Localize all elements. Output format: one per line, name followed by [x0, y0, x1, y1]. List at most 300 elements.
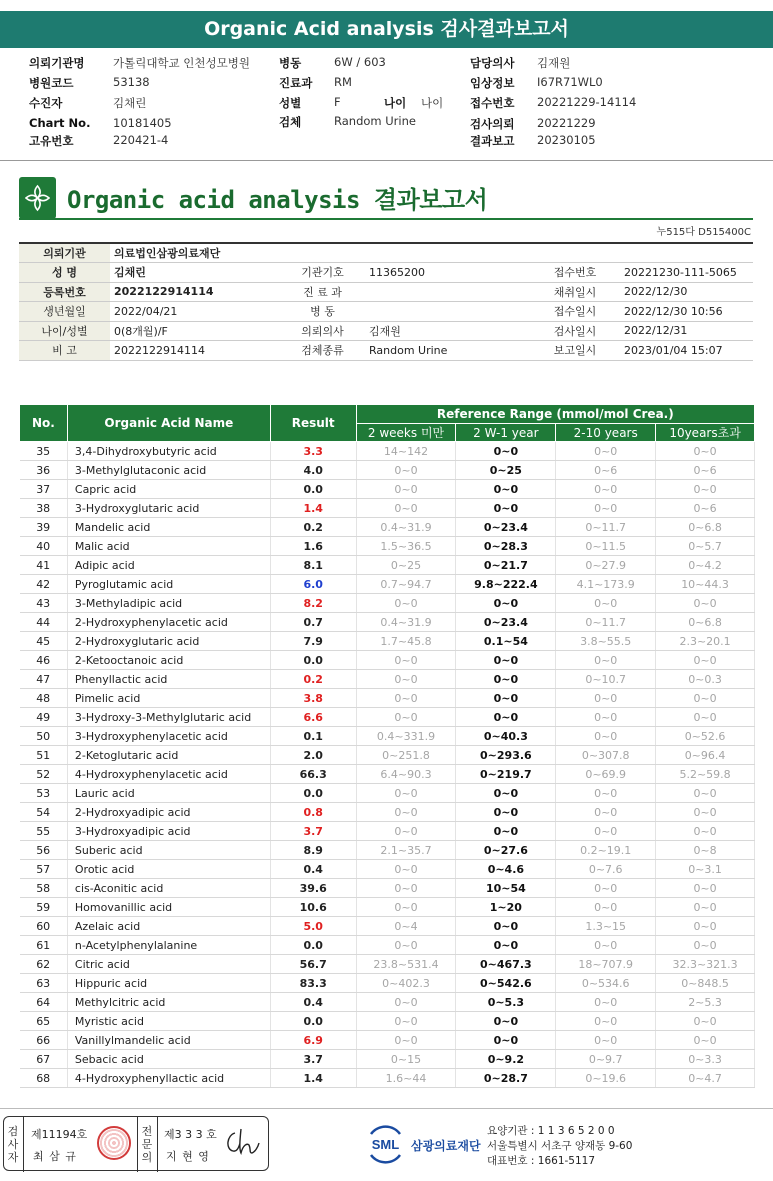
dept-label: 진 료 과	[280, 282, 365, 302]
table-row	[20, 936, 755, 955]
info-row	[19, 321, 753, 341]
acid-name: Adipic acid	[67, 556, 270, 575]
result-value: 8.9	[270, 841, 356, 860]
header-divider	[0, 160, 773, 161]
report-date-value: 20230105	[537, 133, 596, 147]
ref-over-10y: 0~0	[656, 936, 755, 955]
ref-2-10y: 0~0	[556, 993, 656, 1012]
patient-name-value: 김채린	[113, 96, 147, 110]
acid-name: Suberic acid	[67, 841, 270, 860]
table-row	[20, 822, 755, 841]
ref-under-2w: 0~25	[356, 556, 456, 575]
result-value: 3.8	[270, 689, 356, 708]
acid-name: Myristic acid	[67, 1012, 270, 1031]
ref-over-10y: 2~5.3	[656, 993, 755, 1012]
ref-under-2w: 0~4	[356, 917, 456, 936]
ref-2w-1y: 0~0	[456, 784, 556, 803]
ref-under-2w: 0.4~331.9	[356, 727, 456, 746]
ref-under-2w: 0~0	[356, 993, 456, 1012]
acid-name: n-Acetylphenylalanine	[67, 936, 270, 955]
report-date-label: 결과보고	[470, 134, 515, 148]
institution-value: 의료법인삼광의료재단	[110, 243, 753, 263]
birth-date-label: 생년월일	[19, 302, 110, 322]
collection-date-value: 2022/12/30	[620, 282, 753, 302]
footer-divider	[0, 1108, 773, 1109]
ref-over-10y: 0~0	[656, 917, 755, 936]
name-label: 성 명	[19, 263, 110, 283]
acid-name: 2-Ketooctanoic acid	[67, 651, 270, 670]
acid-name: Citric acid	[67, 955, 270, 974]
ref-over-10y: 0~5.7	[656, 537, 755, 556]
ref-under-2w: 0~0	[356, 499, 456, 518]
ordering-doctor-label: 의뢰의사	[280, 321, 365, 341]
acid-name: Orotic acid	[67, 860, 270, 879]
table-row	[20, 708, 755, 727]
table-row	[20, 632, 755, 651]
table-row	[20, 689, 755, 708]
ref-2-10y: 0~0	[556, 594, 656, 613]
ref-over-10y: 32.3~321.3	[656, 955, 755, 974]
row-number: 55	[20, 822, 68, 841]
ref-under-2w: 0~0	[356, 480, 456, 499]
acid-name: cis-Aconitic acid	[67, 879, 270, 898]
result-value: 0.4	[270, 993, 356, 1012]
acid-name: Lauric acid	[67, 784, 270, 803]
ref-over-10y: 0~3.1	[656, 860, 755, 879]
ref-over-10y: 5.2~59.8	[656, 765, 755, 784]
table-row	[20, 803, 755, 822]
result-value: 6.0	[270, 575, 356, 594]
signature-icon	[225, 1127, 261, 1159]
receipt-no-value: 20221229-14114	[537, 95, 637, 109]
result-value: 0.0	[270, 1012, 356, 1031]
ref-over-10y: 0~0	[656, 822, 755, 841]
report-code: 누515다 D515400C	[656, 227, 751, 238]
row-number: 60	[20, 917, 68, 936]
ref-col-header: 10years초과	[656, 424, 755, 442]
row-number: 47	[20, 670, 68, 689]
row-number: 62	[20, 955, 68, 974]
birth-date-value: 2022/04/21	[110, 302, 280, 322]
row-number: 44	[20, 613, 68, 632]
ref-under-2w: 0~0	[356, 784, 456, 803]
patient-name-label: 수진자	[29, 96, 63, 110]
lab-logo-icon	[19, 177, 56, 219]
ref-under-2w: 0~0	[356, 822, 456, 841]
ref-2-10y: 1.3~15	[556, 917, 656, 936]
ref-over-10y: 0~6	[656, 499, 755, 518]
row-number: 48	[20, 689, 68, 708]
acid-name: 3-Methyladipic acid	[67, 594, 270, 613]
result-value: 0.0	[270, 936, 356, 955]
result-value: 1.6	[270, 537, 356, 556]
ref-over-10y: 0~0	[656, 480, 755, 499]
result-value: 3.7	[270, 822, 356, 841]
sml-logo-icon	[365, 1124, 406, 1165]
result-value: 7.9	[270, 632, 356, 651]
ref-2w-1y: 0~0	[456, 822, 556, 841]
ref-2-10y: 0~11.5	[556, 537, 656, 556]
examiner-license: 제11194호	[31, 1128, 88, 1141]
row-number: 66	[20, 1031, 68, 1050]
result-value: 0.1	[270, 727, 356, 746]
acid-name: 3-Hydroxyglutaric acid	[67, 499, 270, 518]
table-row	[20, 727, 755, 746]
ref-over-10y: 0~6.8	[656, 613, 755, 632]
collection-date-label: 채취일시	[530, 282, 620, 302]
row-number: 52	[20, 765, 68, 784]
ref-over-10y: 0~0	[656, 879, 755, 898]
table-row	[20, 860, 755, 879]
row-number: 45	[20, 632, 68, 651]
ref-2-10y: 0~0	[556, 879, 656, 898]
requesting-institution-label: 의뢰기관명	[29, 56, 85, 70]
ref-under-2w: 0~0	[356, 803, 456, 822]
reg-no-value: 2022122914114	[110, 282, 280, 302]
ref-2w-1y: 10~54	[456, 879, 556, 898]
ref-over-10y: 0~3.3	[656, 1050, 755, 1069]
ref-under-2w: 0~0	[356, 651, 456, 670]
hospital-code-value: 53138	[113, 75, 150, 89]
acid-name: 2-Hydroxyphenylacetic acid	[67, 613, 270, 632]
acid-name: 3-Hydroxyadipic acid	[67, 822, 270, 841]
test-date-value: 2022/12/31	[620, 321, 753, 341]
ref-2-10y: 0~0	[556, 689, 656, 708]
org-code-label: 기관기호	[280, 263, 365, 283]
receipt-no-label: 접수번호	[530, 263, 620, 283]
ward-value: 6W / 603	[334, 55, 386, 69]
acid-name: 2-Hydroxyglutaric acid	[67, 632, 270, 651]
acid-name: Hippuric acid	[67, 974, 270, 993]
ref-2w-1y: 0~5.3	[456, 993, 556, 1012]
acid-name: 2-Ketoglutaric acid	[67, 746, 270, 765]
table-row	[20, 442, 755, 461]
ref-2w-1y: 0~293.6	[456, 746, 556, 765]
specimen-label: 검체	[279, 115, 302, 129]
ref-2-10y: 0~19.6	[556, 1069, 656, 1088]
examiner-label: 검사자	[7, 1125, 19, 1164]
signature-box	[3, 1116, 269, 1171]
ward-label: 병 동	[280, 302, 365, 322]
row-number: 50	[20, 727, 68, 746]
col-reference-header: Reference Range (mmol/mol Crea.)	[356, 405, 754, 424]
ref-2-10y: 0~0	[556, 708, 656, 727]
ref-over-10y: 0~0.3	[656, 670, 755, 689]
ref-2-10y: 0~7.6	[556, 860, 656, 879]
ref-under-2w: 0~0	[356, 1031, 456, 1050]
ref-col-header: 2 weeks 미만	[356, 424, 456, 442]
ref-2-10y: 0~0	[556, 1031, 656, 1050]
ref-col-header: 2 W-1 year	[456, 424, 556, 442]
row-number: 54	[20, 803, 68, 822]
sex-label: 성별	[279, 96, 302, 110]
age-value: 나이	[421, 96, 444, 110]
results-table	[19, 404, 755, 1088]
acid-name: Malic acid	[67, 537, 270, 556]
ref-2-10y: 0~11.7	[556, 613, 656, 632]
ref-2w-1y: 0~467.3	[456, 955, 556, 974]
specialist-name: 지 현 영	[166, 1150, 210, 1163]
row-number: 37	[20, 480, 68, 499]
institution-label: 의뢰기관	[19, 243, 110, 263]
row-number: 67	[20, 1050, 68, 1069]
ref-2-10y: 3.8~55.5	[556, 632, 656, 651]
table-row	[20, 651, 755, 670]
table-row	[20, 974, 755, 993]
ref-2w-1y: 0~542.6	[456, 974, 556, 993]
ref-under-2w: 0~0	[356, 879, 456, 898]
ref-2w-1y: 0~0	[456, 936, 556, 955]
report-title: Organic acid analysis 결과보고서	[67, 186, 488, 214]
table-row	[20, 1069, 755, 1088]
request-date-value: 20221229	[537, 116, 596, 130]
result-value: 8.1	[270, 556, 356, 575]
result-value: 1.4	[270, 499, 356, 518]
remarks-label: 비 고	[19, 341, 110, 361]
row-number: 46	[20, 651, 68, 670]
table-row	[20, 480, 755, 499]
doctor-value: 김재원	[537, 56, 571, 70]
address-line: 서울특별시 서초구 양재동 9-60	[487, 1140, 633, 1152]
ref-over-10y: 0~8	[656, 841, 755, 860]
seal-stamp-icon	[97, 1126, 131, 1160]
acid-name: Pimelic acid	[67, 689, 270, 708]
row-number: 58	[20, 879, 68, 898]
row-number: 42	[20, 575, 68, 594]
ref-over-10y: 0~0	[656, 784, 755, 803]
row-number: 41	[20, 556, 68, 575]
result-value: 0.0	[270, 651, 356, 670]
row-number: 57	[20, 860, 68, 879]
specimen-type-value: Random Urine	[365, 341, 530, 361]
row-number: 39	[20, 518, 68, 537]
table-row	[20, 993, 755, 1012]
row-number: 59	[20, 898, 68, 917]
table-row	[20, 765, 755, 784]
info-row	[19, 302, 753, 322]
received-date-label: 접수일시	[530, 302, 620, 322]
info-row	[19, 341, 753, 361]
ref-2-10y: 0.2~19.1	[556, 841, 656, 860]
name-value: 김채린	[110, 263, 280, 283]
ref-2w-1y: 0~0	[456, 803, 556, 822]
ref-2w-1y: 0~0	[456, 917, 556, 936]
table-row	[20, 1012, 755, 1031]
ref-over-10y: 0~848.5	[656, 974, 755, 993]
ref-2w-1y: 0~9.2	[456, 1050, 556, 1069]
ref-2-10y: 0~0	[556, 499, 656, 518]
ward-label: 병동	[279, 56, 302, 70]
result-value: 0.2	[270, 670, 356, 689]
ref-2-10y: 0~0	[556, 651, 656, 670]
table-row	[20, 955, 755, 974]
result-value: 6.6	[270, 708, 356, 727]
ref-2-10y: 0~10.7	[556, 670, 656, 689]
age-sex-value: 0(8개월)/F	[110, 321, 280, 341]
acid-name: Pyroglutamic acid	[67, 575, 270, 594]
table-row	[20, 461, 755, 480]
unique-no-value: 220421-4	[113, 133, 169, 147]
specialist-label: 전문의	[141, 1125, 153, 1164]
row-number: 51	[20, 746, 68, 765]
ref-2w-1y: 0~25	[456, 461, 556, 480]
ref-under-2w: 0~0	[356, 1012, 456, 1031]
ref-over-10y: 0~0	[656, 1031, 755, 1050]
ref-over-10y: 0~0	[656, 689, 755, 708]
ref-under-2w: 0~0	[356, 594, 456, 613]
ref-2w-1y: 9.8~222.4	[456, 575, 556, 594]
examiner-name: 최 삼 규	[33, 1150, 77, 1163]
table-row	[20, 537, 755, 556]
result-value: 0.0	[270, 784, 356, 803]
ref-under-2w: 1.7~45.8	[356, 632, 456, 651]
received-date-value: 2022/12/30 10:56	[620, 302, 753, 322]
ref-2w-1y: 0~23.4	[456, 613, 556, 632]
ref-2w-1y: 0~0	[456, 480, 556, 499]
ref-2w-1y: 0~0	[456, 1012, 556, 1031]
reported-date-value: 2023/01/04 15:07	[620, 341, 753, 361]
remarks-value: 2022122914114	[110, 341, 280, 361]
ref-under-2w: 0~0	[356, 670, 456, 689]
ref-2-10y: 0~0	[556, 803, 656, 822]
ref-over-10y: 0~0	[656, 803, 755, 822]
ref-over-10y: 0~52.6	[656, 727, 755, 746]
hospital-code-label: 병원코드	[29, 76, 74, 90]
table-row	[20, 898, 755, 917]
ref-2w-1y: 0~0	[456, 499, 556, 518]
row-number: 61	[20, 936, 68, 955]
result-value: 0.4	[270, 860, 356, 879]
result-value: 2.0	[270, 746, 356, 765]
result-value: 5.0	[270, 917, 356, 936]
org-address	[487, 1124, 632, 1169]
acid-name: Azelaic acid	[67, 917, 270, 936]
specimen-info-table	[19, 242, 753, 361]
department-label: 진료과	[279, 76, 313, 90]
age-sex-label: 나이/성별	[19, 321, 110, 341]
acid-name: 3-Hydroxy-3-Methylglutaric acid	[67, 708, 270, 727]
chart-no-label: Chart No.	[29, 116, 91, 130]
result-value: 0.0	[270, 480, 356, 499]
row-number: 65	[20, 1012, 68, 1031]
request-date-label: 검사의뢰	[470, 117, 515, 131]
unique-no-label: 고유번호	[29, 134, 74, 148]
org-code-value: 11365200	[365, 263, 530, 283]
ref-2-10y: 4.1~173.9	[556, 575, 656, 594]
ref-col-header: 2-10 years	[556, 424, 656, 442]
sex-value: F	[334, 95, 341, 109]
signature-divider	[157, 1117, 158, 1172]
signature-divider	[23, 1117, 24, 1172]
ref-2-10y: 0~0	[556, 936, 656, 955]
col-result-header: Result	[270, 405, 356, 442]
table-row	[20, 575, 755, 594]
ref-2w-1y: 0~219.7	[456, 765, 556, 784]
table-row	[20, 556, 755, 575]
ref-2-10y: 0~69.9	[556, 765, 656, 784]
row-number: 53	[20, 784, 68, 803]
table-row	[20, 613, 755, 632]
table-row	[20, 670, 755, 689]
result-value: 10.6	[270, 898, 356, 917]
ref-2w-1y: 0~28.3	[456, 537, 556, 556]
result-value: 4.0	[270, 461, 356, 480]
result-value: 3.7	[270, 1050, 356, 1069]
ref-over-10y: 0~0	[656, 708, 755, 727]
ref-under-2w: 0.4~31.9	[356, 613, 456, 632]
requesting-institution-value: 가톨릭대학교 인천성모병원	[113, 56, 250, 70]
ref-2-10y: 0~6	[556, 461, 656, 480]
row-number: 63	[20, 974, 68, 993]
department-value: RM	[334, 75, 352, 89]
table-row	[20, 1050, 755, 1069]
reg-no-label: 등록번호	[19, 282, 110, 302]
ref-under-2w: 6.4~90.3	[356, 765, 456, 784]
table-row	[20, 518, 755, 537]
ref-2-10y: 0~534.6	[556, 974, 656, 993]
acid-name: Vanillylmandelic acid	[67, 1031, 270, 1050]
ref-2w-1y: 0~0	[456, 442, 556, 461]
result-value: 0.7	[270, 613, 356, 632]
ref-under-2w: 0~0	[356, 689, 456, 708]
org-name: 삼광의료재단	[411, 1139, 481, 1153]
row-number: 43	[20, 594, 68, 613]
ref-under-2w: 0~0	[356, 461, 456, 480]
specimen-value: Random Urine	[334, 114, 416, 128]
ref-over-10y: 0~0	[656, 898, 755, 917]
ref-2-10y: 0~0	[556, 1012, 656, 1031]
ref-over-10y: 0~6.8	[656, 518, 755, 537]
sml-logo-text: SML	[371, 1137, 400, 1152]
ref-over-10y: 0~4.2	[656, 556, 755, 575]
ref-2w-1y: 0~0	[456, 651, 556, 670]
ref-under-2w: 1.6~44	[356, 1069, 456, 1088]
ref-under-2w: 14~142	[356, 442, 456, 461]
ref-over-10y: 0~6	[656, 461, 755, 480]
receipt-no-value: 20221230-111-5065	[620, 263, 753, 283]
ref-under-2w: 0~251.8	[356, 746, 456, 765]
ref-2-10y: 0~0	[556, 822, 656, 841]
table-row	[20, 841, 755, 860]
ref-2-10y: 0~27.9	[556, 556, 656, 575]
acid-name: 3-Methylglutaconic acid	[67, 461, 270, 480]
col-no-header: No.	[20, 405, 68, 442]
clinical-info-label: 임상정보	[470, 76, 515, 90]
ref-2-10y: 0~307.8	[556, 746, 656, 765]
result-value: 0.2	[270, 518, 356, 537]
result-value: 83.3	[270, 974, 356, 993]
ref-2w-1y: 0.1~54	[456, 632, 556, 651]
result-value: 0.8	[270, 803, 356, 822]
row-number: 38	[20, 499, 68, 518]
ref-2-10y: 0~0	[556, 442, 656, 461]
row-number: 35	[20, 442, 68, 461]
table-row	[20, 917, 755, 936]
ref-2w-1y: 0~21.7	[456, 556, 556, 575]
ref-under-2w: 1.5~36.5	[356, 537, 456, 556]
receipt-no-label: 접수번호	[470, 96, 515, 110]
result-value: 8.2	[270, 594, 356, 613]
ref-2-10y: 0~0	[556, 898, 656, 917]
ref-under-2w: 23.8~531.4	[356, 955, 456, 974]
ref-under-2w: 0~0	[356, 898, 456, 917]
ref-2w-1y: 0~0	[456, 670, 556, 689]
ref-over-10y: 0~0	[656, 1012, 755, 1031]
ref-2w-1y: 0~0	[456, 594, 556, 613]
ref-2-10y: 18~707.9	[556, 955, 656, 974]
ref-2-10y: 0~0	[556, 480, 656, 499]
ref-2w-1y: 0~27.6	[456, 841, 556, 860]
